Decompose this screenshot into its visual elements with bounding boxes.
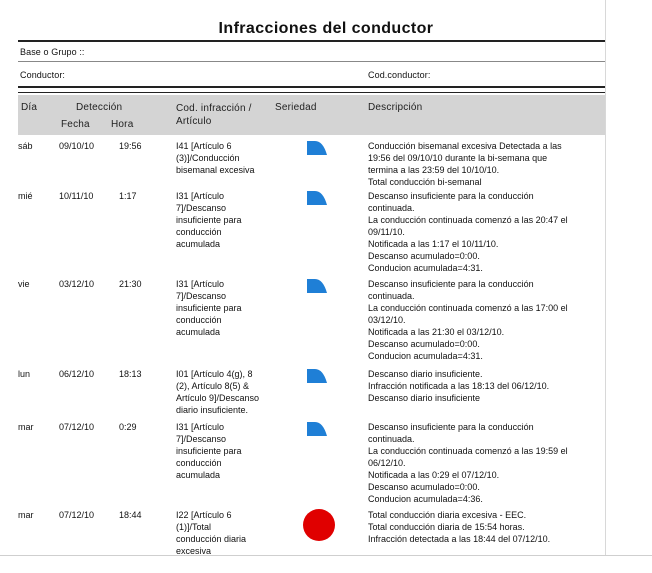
base-group-label: Base o Grupo :: <box>20 47 85 57</box>
cell-time: 21:30 <box>119 279 142 289</box>
cell-code: I31 [Artículo 7]/Descanso insuficiente para conducción acumulada <box>176 191 242 249</box>
cell-description: Descanso insuficiente para la conducción continuada. La conducción continuada comenzó a las 20:47 el 09/11/10. Notificada a las 1:17 el 10/11/10. Descanso acumulado=0:00. Conducion acumulada=4:31. <box>368 191 568 273</box>
cell-time: 0:29 <box>119 422 137 432</box>
cell-date: 03/12/10 <box>59 279 95 289</box>
report-title: Infracciones del conductor <box>218 20 434 37</box>
cell-severity <box>303 368 343 392</box>
cell-severity <box>303 278 343 302</box>
cell-date: 06/12/10 <box>59 369 95 379</box>
cell-date: 09/10/10 <box>59 141 95 151</box>
header-description: Descripción <box>368 102 423 113</box>
header-severity: Seriedad <box>275 102 317 113</box>
header-date: Fecha <box>61 119 90 130</box>
cell-day: vie <box>18 279 30 289</box>
severity-red-circle-icon <box>303 509 335 541</box>
header-time: Hora <box>111 119 134 130</box>
cell-code: I31 [Artículo 7]/Descanso insuficiente para conducción acumulada <box>176 279 242 337</box>
cell-severity <box>303 509 343 533</box>
cell-description: Descanso insuficiente para la conducción continuada. La conducción continuada comenzó a las 17:00 el 03/12/10. Notificada a las 21:30 el 03/12/10. Descanso acumulado=0:00. Conducion acumulada=4:31. <box>368 279 568 361</box>
cell-severity <box>303 140 343 164</box>
header-code: Cod. infracción / Artículo <box>176 103 252 127</box>
title-underline <box>18 40 605 42</box>
driver-code-label: Cod.conductor: <box>368 70 431 80</box>
cell-day: mié <box>18 191 33 201</box>
driver-label: Conductor: <box>20 70 66 80</box>
cell-time: 18:44 <box>119 510 142 520</box>
cell-severity <box>303 421 343 445</box>
cell-date: 07/12/10 <box>59 510 95 520</box>
cell-time: 19:56 <box>119 141 142 151</box>
cell-day: lun <box>18 369 31 379</box>
severity-flag-icon <box>306 190 328 206</box>
cell-day: sáb <box>18 141 33 151</box>
header-day: Día <box>21 102 38 113</box>
cell-day: mar <box>18 422 34 432</box>
cell-day: mar <box>18 510 34 520</box>
cell-code: I31 [Artículo 7]/Descanso insuficiente para conducción acumulada <box>176 422 242 480</box>
cell-description: Descanso insuficiente para la conducción continuada. La conducción continuada comenzó a las 19:59 el 06/12/10. Notificada a las 0:29 el 07/12/10. Descanso acumulado=0:00. Conducion acumulada=4:36. <box>368 422 568 504</box>
cell-date: 10/11/10 <box>59 191 94 201</box>
cell-code: I22 [Artículo 6 (1)]/Total conducción diaria excesiva <box>176 510 247 555</box>
page-bottom-edge <box>0 555 652 556</box>
header-detection: Detección <box>76 102 123 113</box>
divider <box>18 92 605 93</box>
cell-description: Total conducción diaria excesiva - EEC. Total conducción diaria de 15:54 horas. Infracción detectada a las 18:44 del 07/12/10. <box>368 510 551 544</box>
severity-flag-icon <box>306 278 328 294</box>
table-header <box>18 95 605 135</box>
cell-description: Descanso diario insuficiente. Infracción notificada a las 18:13 del 06/12/10. Descanso diario insuficiente <box>368 369 550 403</box>
severity-flag-icon <box>306 140 328 156</box>
cell-time: 18:13 <box>119 369 142 379</box>
cell-code: I41 [Artículo 6 (3)]/Conducción bisemanal excesiva <box>176 141 255 175</box>
cell-code: I01 [Artículo 4(g), 8 (2), Artículo 8(5) & Artículo 9]/Descanso diario insuficiente. <box>176 369 260 415</box>
cell-time: 1:17 <box>119 191 137 201</box>
severity-flag-icon <box>306 421 328 437</box>
cell-severity <box>303 190 343 214</box>
divider <box>18 61 605 62</box>
divider <box>18 86 605 88</box>
page-edge <box>605 0 606 555</box>
cell-date: 07/12/10 <box>59 422 95 432</box>
cell-description: Conducción bisemanal excesiva Detectada a las 19:56 del 09/10/10 durante la bi-semana que termina a las 23:59 del 10/10/10. Total conducción bi-semanal <box>368 141 562 187</box>
severity-flag-icon <box>306 368 328 384</box>
